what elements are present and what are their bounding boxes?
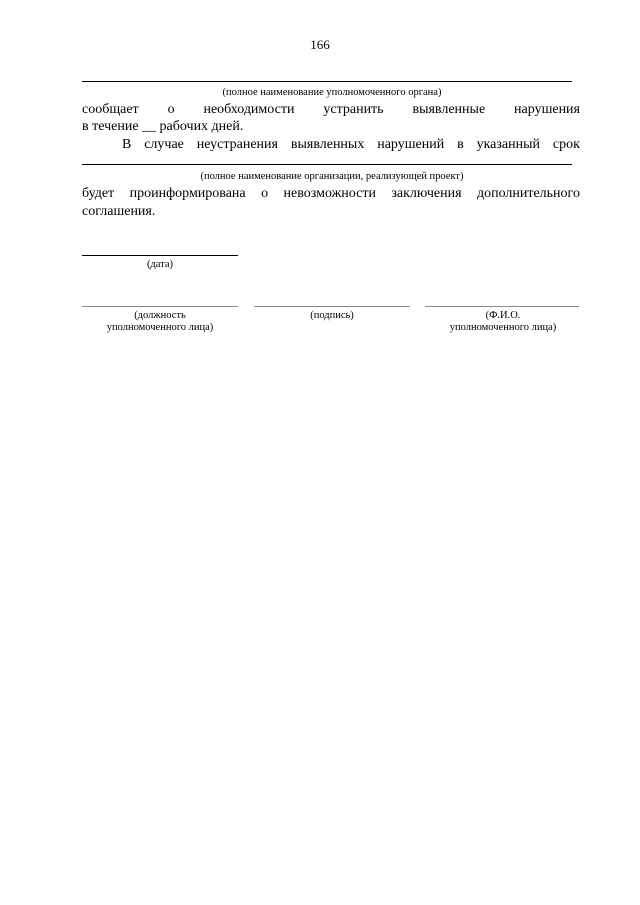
organization-name-line <box>82 164 572 165</box>
word: заключения <box>391 186 462 201</box>
word: нарушения <box>514 102 580 117</box>
signature-caption: (подпись) <box>310 310 354 321</box>
word: выявленные <box>412 102 486 117</box>
full-name-line <box>425 306 579 307</box>
signature-line <box>254 306 410 307</box>
word: нарушений <box>377 137 445 152</box>
paragraph-2-line-1 <box>122 136 580 153</box>
date-caption: (дата) <box>146 259 174 270</box>
full-name-caption-line-2: уполномоченного лица) <box>449 322 557 333</box>
position-caption-line-1: (должность <box>134 310 186 321</box>
paragraph-3-line-1 <box>82 185 580 202</box>
position-line <box>82 306 238 307</box>
paragraph-3-line-2: соглашения. <box>82 204 156 219</box>
paragraph-1-line-2: в течение __ рабочих дней. <box>82 119 244 134</box>
word: необходимости <box>203 102 295 117</box>
word: сообщает <box>82 102 139 117</box>
word: дополнительного <box>476 186 580 201</box>
word: о <box>167 102 175 117</box>
word: невозможности <box>283 186 376 201</box>
full-name-caption <box>415 310 591 334</box>
word: В <box>122 137 132 152</box>
authority-name-line <box>82 81 572 82</box>
word: указанный <box>476 137 541 152</box>
word: выявленных <box>290 137 365 152</box>
page-number: 166 <box>310 37 330 52</box>
word: в <box>457 137 464 152</box>
paragraph-1-line-1 <box>82 101 580 118</box>
date-line <box>82 255 238 256</box>
word: устранить <box>323 102 384 117</box>
word: случае <box>144 137 184 152</box>
word: проинформирована <box>129 186 246 201</box>
word: будет <box>82 186 115 201</box>
position-caption-line-2: уполномоченного лица) <box>106 322 214 333</box>
authority-name-caption: (полное наименование уполномоченного органа) <box>222 87 442 98</box>
word: о <box>261 186 269 201</box>
full-name-caption-line-1: (Ф.И.О. <box>485 310 521 321</box>
position-caption <box>72 310 248 334</box>
organization-name-caption: (полное наименование организации, реализующей проект) <box>200 171 464 182</box>
word: срок <box>552 137 580 152</box>
word: неустранения <box>196 137 278 152</box>
